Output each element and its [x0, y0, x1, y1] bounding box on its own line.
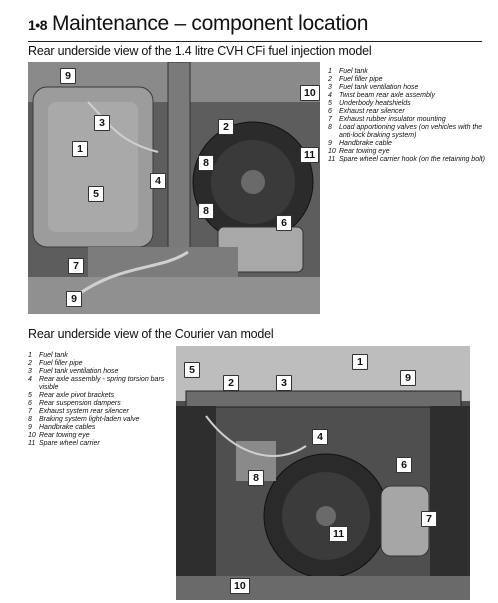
page-header: [28, 12, 482, 42]
callout-9b: 9: [66, 291, 82, 307]
callout-9: 9: [60, 68, 76, 84]
legend-item: 2 Fuel filler pipe: [328, 76, 383, 83]
legend-item: 4 Rear axle assembly - spring torsion bars visible: [28, 376, 165, 391]
callout-7: 7: [421, 511, 437, 527]
callout-1: 1: [72, 141, 88, 157]
callout-6: 6: [276, 215, 292, 231]
legend-item: 2 Fuel filler pipe: [28, 360, 83, 367]
legend-item: 10 Rear towing eye: [28, 432, 90, 439]
figure1-photo: [28, 62, 320, 314]
legend-item: 11 Spare wheel carrier: [28, 440, 100, 447]
callout-3: 3: [94, 115, 110, 131]
underside-photo-illustration: [176, 346, 470, 600]
legend-item: 9 Handbrake cables: [28, 424, 96, 431]
callout-10: 10: [230, 578, 250, 594]
callout-8: 8: [198, 155, 214, 171]
callout-2: 2: [223, 375, 239, 391]
callout-11: 11: [300, 147, 319, 163]
legend-item: 3 Fuel tank ventilation hose: [328, 84, 419, 91]
legend-item: 6 Rear suspension dampers: [28, 400, 121, 407]
callout-5: 5: [184, 362, 200, 378]
underside-photo-illustration: [28, 62, 320, 314]
legend-item: 8 Braking system light-laden valve: [28, 416, 140, 423]
callout-11: 11: [329, 526, 348, 542]
callout-10: 10: [300, 85, 320, 101]
figure2-legend: [28, 352, 170, 448]
legend-item: 4 Twist beam rear axle assembly: [328, 92, 435, 99]
figure1-caption: Rear underside view of the 1.4 litre CVH CFi fuel injection model: [28, 44, 372, 58]
callout-9: 9: [400, 370, 416, 386]
legend-item: 3 Fuel tank ventilation hose: [28, 368, 119, 375]
page-title: Maintenance – component location: [51, 12, 369, 35]
callout-3: 3: [276, 375, 292, 391]
callout-8: 8: [248, 470, 264, 486]
legend-item: 1 Fuel tank: [28, 352, 68, 359]
callout-2: 2: [218, 119, 234, 135]
figure1-legend: [328, 68, 488, 164]
callout-7: 7: [68, 258, 84, 274]
legend-item: 5 Rear axle pivot brackets: [28, 392, 115, 399]
callout-4: 4: [312, 429, 328, 445]
legend-item: 11 Spare wheel carrier hook (on the retaining bolt): [328, 156, 485, 163]
legend-item: 6 Exhaust rear silencer: [328, 108, 405, 115]
callout-8b: 8: [198, 203, 214, 219]
callout-6: 6: [396, 457, 412, 473]
legend-item: 1 Fuel tank: [328, 68, 368, 75]
callout-1: 1: [352, 354, 368, 370]
callout-4: 4: [150, 173, 166, 189]
page-number: 1•8: [28, 17, 47, 33]
figure2-caption: Rear underside view of the Courier van model: [28, 327, 274, 341]
legend-item: 5 Underbody heatshields: [328, 100, 411, 107]
legend-item: 7 Exhaust system rear silencer: [28, 408, 129, 415]
legend-item: 7 Exhaust rubber insulator mounting: [328, 116, 446, 123]
legend-item: 8 Load apportioning valves (on vehicles with the anti-lock braking system): [328, 124, 483, 139]
legend-item: 10 Rear towing eye: [328, 148, 390, 155]
callout-5: 5: [88, 186, 104, 202]
legend-item: 9 Handbrake cable: [328, 140, 392, 147]
figure2-photo: [176, 346, 470, 600]
